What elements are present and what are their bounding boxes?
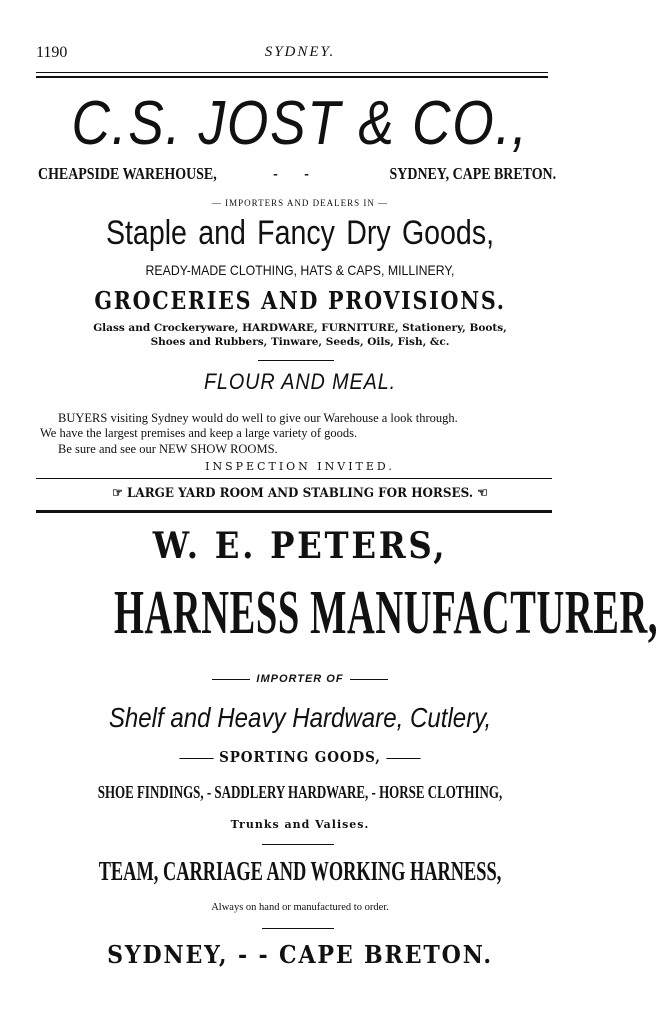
importer-label: IMPORTER OF [256, 673, 344, 685]
jost-yard-stabling: ☞ LARGE YARD ROOM AND STABLING FOR HORSES. ☜ [112, 486, 488, 501]
right-dash-rule [386, 758, 420, 759]
right-dash-rule [350, 679, 388, 680]
jost-buyers-line-2: We have the largest premises and keep a large variety of goods. [40, 426, 358, 440]
peters-divider-short [262, 844, 334, 845]
jost-goods-list-1: Glass and Crockeryware, HARDWARE, FURNITURE, Stationery, Boots, [93, 322, 507, 334]
peters-hardware-line: Shelf and Heavy Hardware, Cutlery, [108, 702, 492, 733]
jost-divider-short [258, 360, 334, 361]
peters-name: W. E. PETERS, [152, 525, 448, 567]
jost-inspection-invited: INSPECTION INVITED. [205, 460, 395, 473]
sporting-label: SPORTING GOODS, [219, 748, 381, 766]
peters-divider-short-2 [262, 928, 334, 929]
ad-separator-rule [36, 510, 552, 513]
jost-clothing-line: READY-MADE CLOTHING, HATS & CAPS, MILLINERY, [145, 262, 455, 278]
jost-warehouse-name: CHEAPSIDE WAREHOUSE, [38, 164, 217, 183]
peters-location-footer: SYDNEY, - - CAPE BRETON. [107, 940, 493, 969]
jost-location: SYDNEY, CAPE BRETON. [389, 164, 556, 183]
jost-staple-goods: Staple and Fancy Dry Goods, [105, 214, 495, 252]
jost-company-name: C.S. JOST & CO., [71, 89, 529, 158]
peters-findings-line: SHOE FINDINGS, - SADDLERY HARDWARE, - HORSE CLOTHING, [97, 782, 503, 802]
jost-buyers-line-1: BUYERS visiting Sydney would do well to give our Warehouse a look through. [58, 411, 458, 425]
page-number: 1190 [36, 44, 68, 61]
jost-flour-heading: FLOUR AND MEAL. [203, 369, 397, 394]
header-rule-2 [36, 76, 548, 78]
peters-trade-heading: HARNESS MANUFACTURER, [114, 579, 658, 647]
jost-groceries-heading: GROCERIES AND PROVISIONS. [94, 286, 506, 315]
peters-importer-line [0, 673, 600, 685]
header-rule [36, 72, 548, 73]
peters-trunks-line: Trunks and Valises. [230, 818, 370, 831]
running-head: SYDNEY. [264, 44, 336, 60]
left-dash-rule [212, 679, 250, 680]
jost-address-separator: - - [273, 164, 321, 183]
peters-always-on-hand: Always on hand or manufactured to order. [211, 902, 389, 913]
peters-harness-line: TEAM, CARRIAGE AND WORKING HARNESS, [98, 856, 502, 886]
jost-buyers-line-3: Be sure and see our NEW SHOW ROOMS. [58, 442, 278, 456]
peters-sporting-goods [30, 748, 570, 766]
jost-divider-long [36, 478, 552, 479]
left-dash-rule [179, 758, 213, 759]
jost-goods-list-2: Shoes and Rubbers, Tinware, Seeds, Oils, Fish, &c. [150, 336, 450, 348]
jost-importers-line: — IMPORTERS AND DEALERS IN — [211, 198, 389, 208]
